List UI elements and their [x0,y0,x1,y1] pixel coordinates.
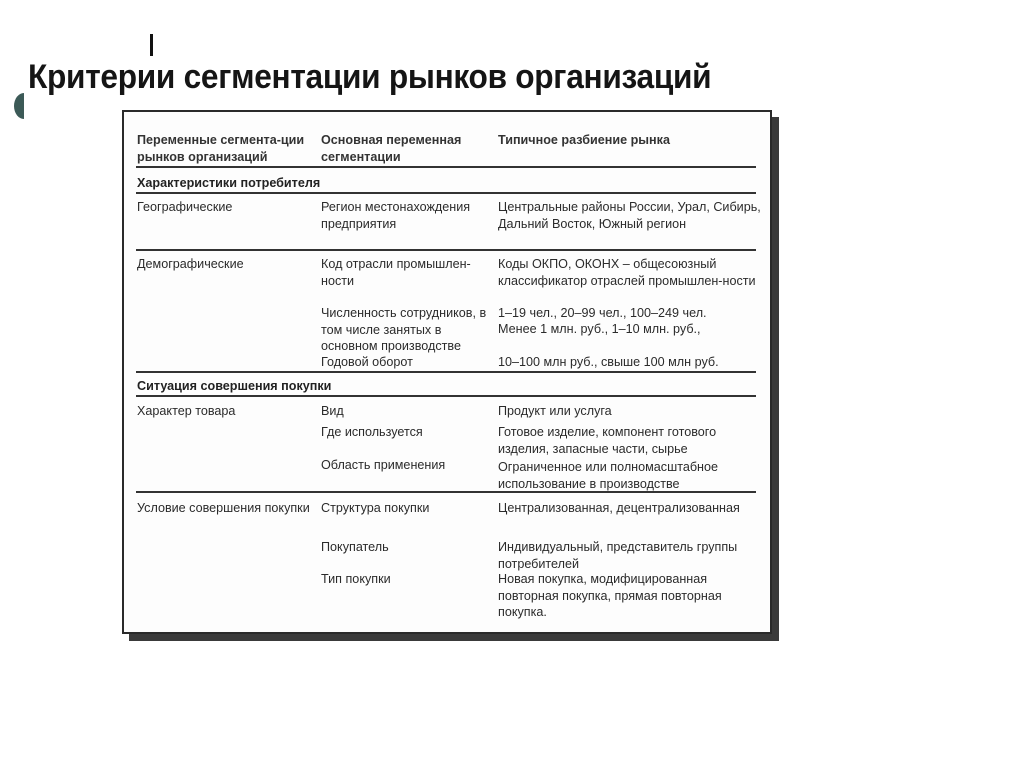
cell-purchase-main-1: Структура покупки [321,501,430,515]
header-col-variables: Переменные сегмента-ции рынков организаций [137,133,305,164]
cell-product-main-2: Где используется [321,425,423,439]
cell-demo-typical-2: 1–19 чел., 20–99 чел., 100–249 чел. [498,306,707,320]
cell-purchase-main-3: Тип покупки [321,572,391,586]
row-divider [136,249,756,251]
cell-product-typical-1: Продукт или услуга [498,404,612,418]
cell-geo-typical: Центральные районы России, Урал, Сибирь, Дальний Восток, Южный регион [498,200,761,231]
cell-purchase-typical-3: Новая покупка, модифицированная повторная покупка, прямая повторная покупка. [498,572,722,619]
cell-product-main-1: Вид [321,404,344,418]
section-title-consumer: Характеристики потребителя [137,176,321,190]
cell-purchase-typical-1: Централизованная, децентрализованная [498,501,740,515]
header-col-typical-split: Типичное разбиение рынка [498,133,670,147]
section-divider [136,395,756,397]
cell-purchase-var: Условие совершения покупки [137,501,310,515]
row-divider [136,491,756,493]
header-col-main-variable: Основная переменная сегментации [321,133,462,164]
section-divider [136,371,756,373]
cell-demo-main-3: Годовой оборот [321,355,413,369]
cell-demo-typical-1: Коды ОКПО, ОКОНХ – общесоюзный классификатор отраслей промышлен-ности [498,257,756,288]
section-title-purchase: Ситуация совершения покупки [137,379,332,393]
cell-product-typical-3: Ограниченное или полномасштабное использование в производстве [498,460,719,491]
segmentation-table [122,110,772,634]
cell-demo-typical-3: Менее 1 млн. руб., 1–10 млн. руб., [498,322,701,336]
text-cursor-mark [150,34,153,56]
cell-demo-var: Демографические [137,257,244,271]
section-divider [136,192,756,194]
header-divider [136,166,756,168]
cell-geo-main: Регион местонахождения предприятия [321,200,471,231]
cell-purchase-main-2: Покупатель [321,540,389,554]
cell-demo-typical-4: 10–100 млн руб., свыше 100 млн руб. [498,355,719,369]
cell-product-main-3: Область применения [321,458,446,472]
cell-demo-main-1: Код отрасли промышлен-ности [321,257,471,288]
cell-purchase-typical-2: Индивидуальный, представитель группы потребителей [498,540,738,571]
slide-title: Критерии сегментации рынков организаций [28,58,712,96]
cell-geo-var: Географические [137,200,233,214]
cell-product-var: Характер товара [137,404,236,418]
cell-product-typical-2: Готовое изделие, компонент готового изделия, запасные части, сырье [498,425,717,456]
cell-demo-main-2: Численность сотрудников, в том числе занятых в основном производстве [321,306,487,353]
